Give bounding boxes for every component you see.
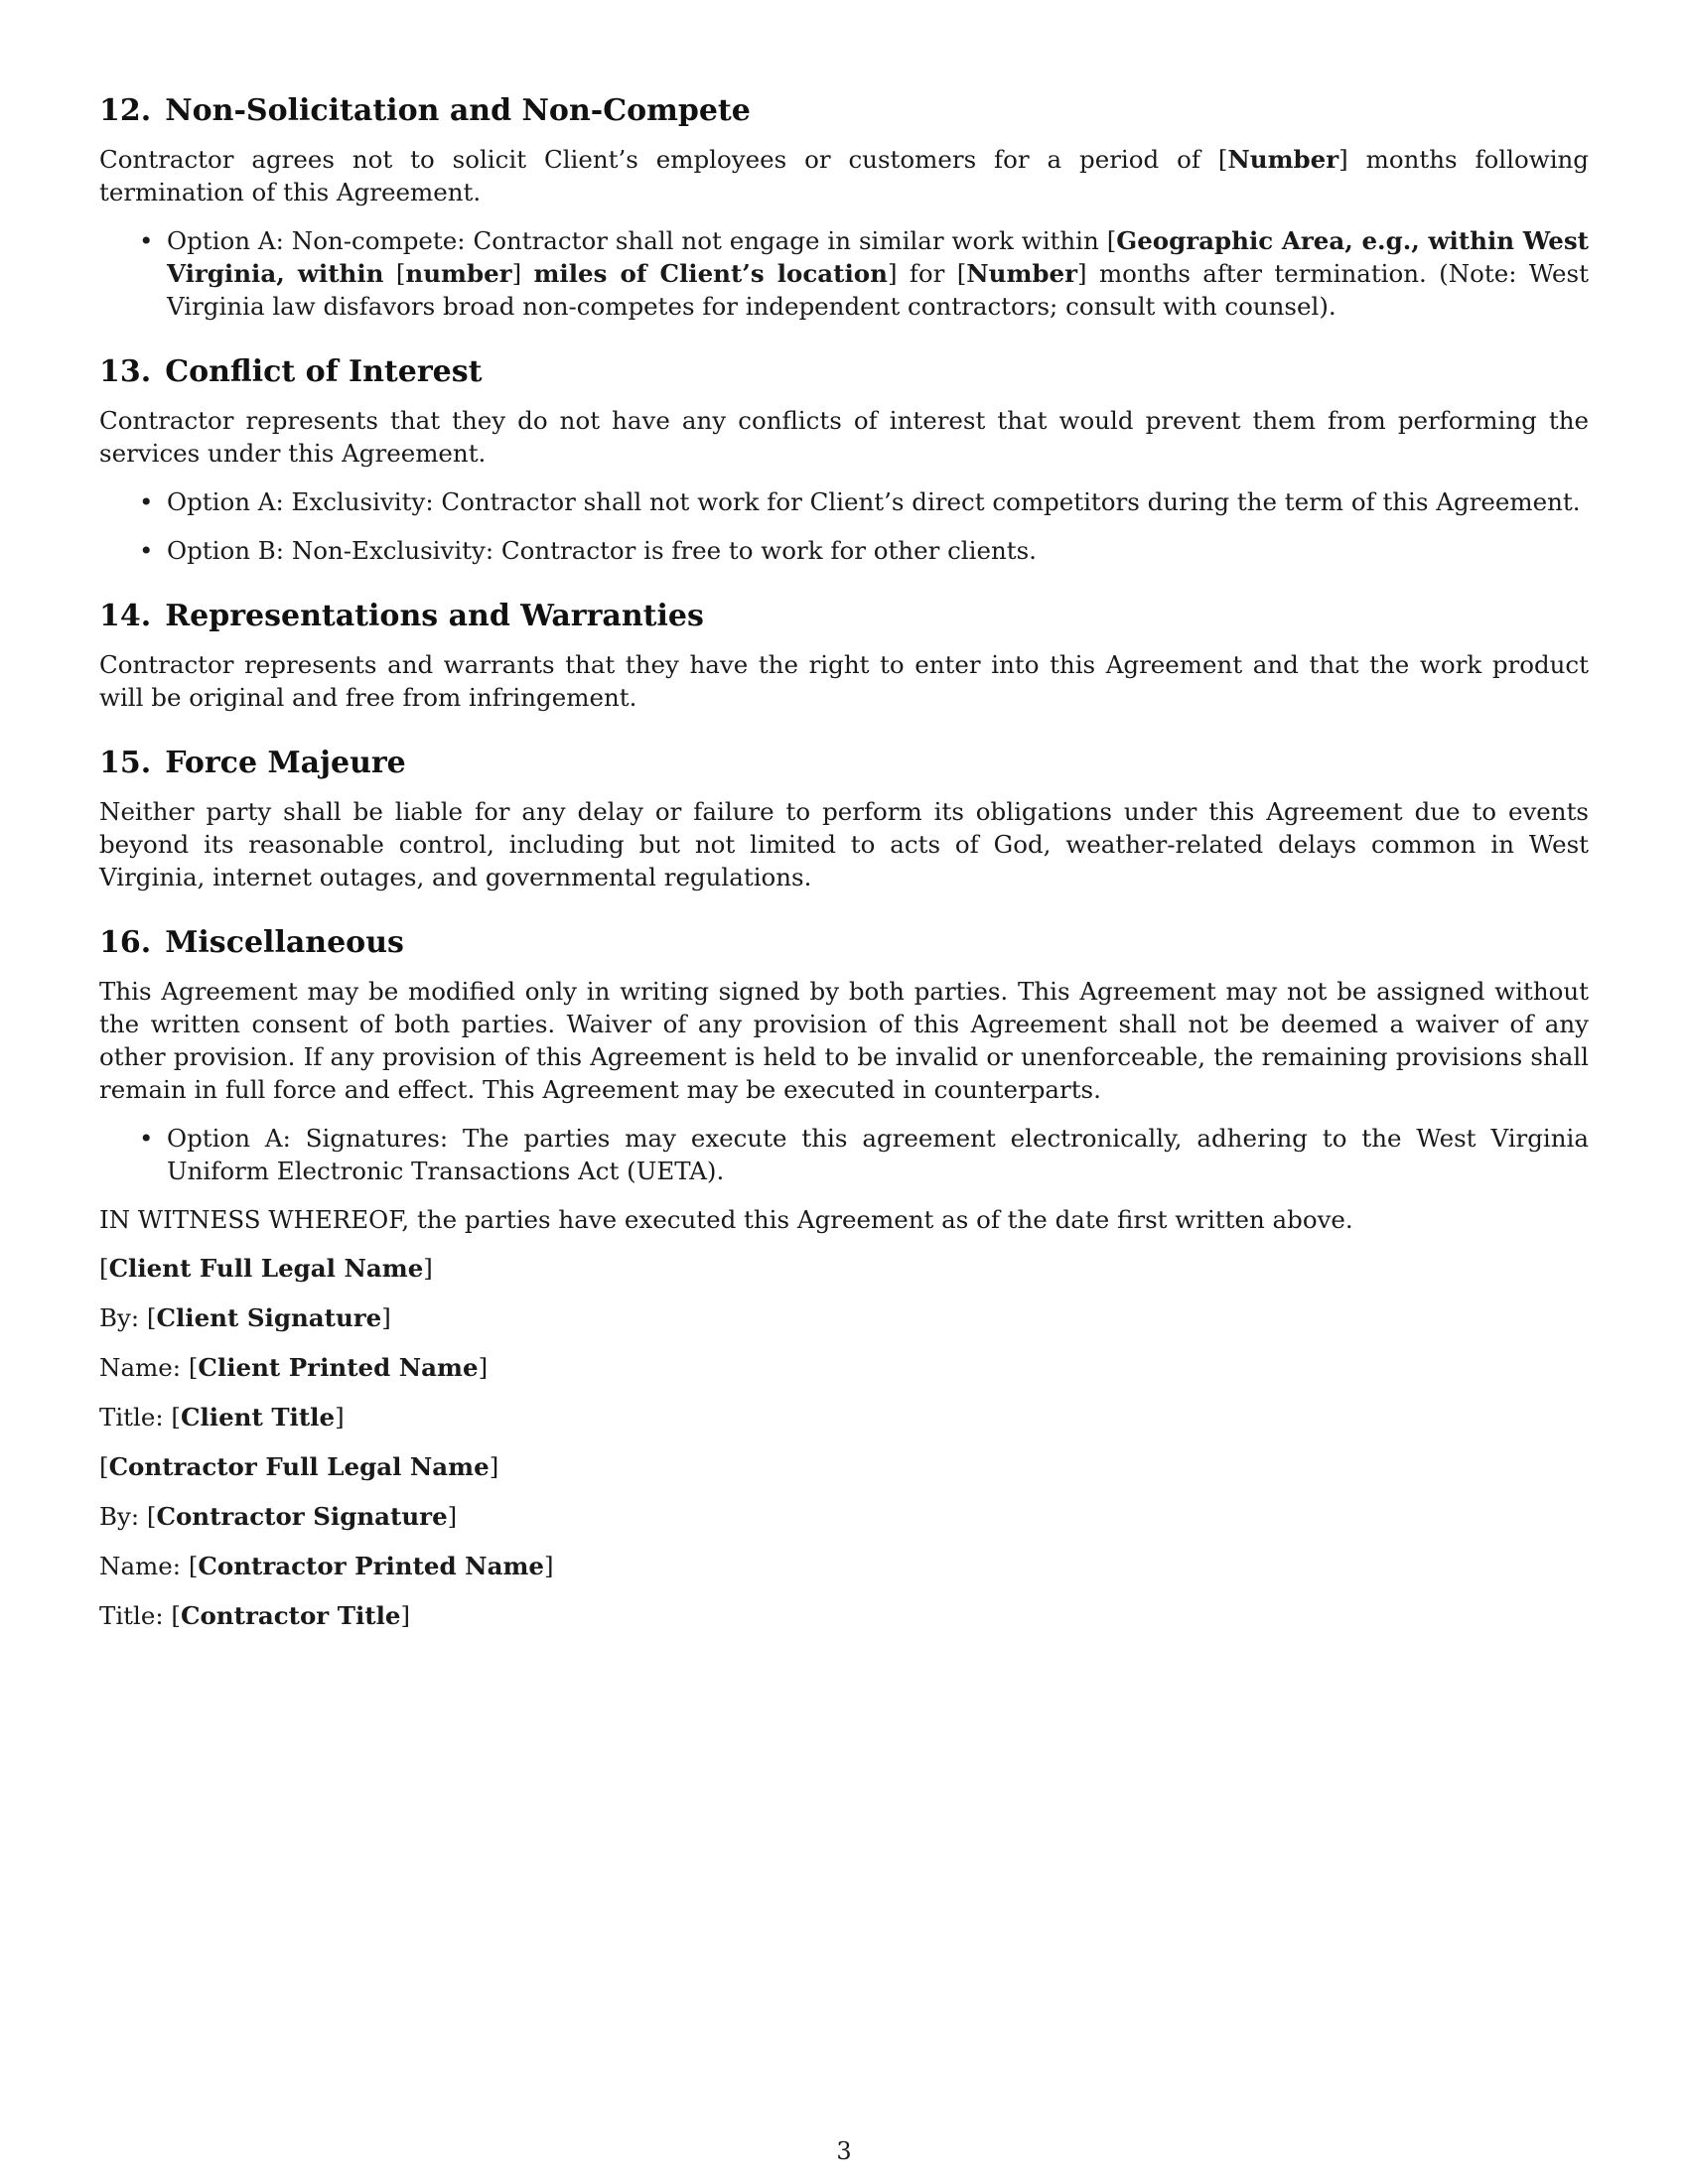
section-body: Contractor represents that they do not have any conflicts of interest that would prevent them from performing the services under this Agreement. xyxy=(99,406,1589,468)
section-body: Contractor represents and warrants that they have the right to enter into this Agreement and that the work product will be original and free from infringement. xyxy=(99,650,1589,712)
list-item: • Option B: Non-Exclusivity: Contractor is free to work for other clients. xyxy=(139,536,1037,565)
section-14 xyxy=(99,597,1589,714)
client-printed-name-line: Name: [Client Printed Name] xyxy=(99,1353,489,1382)
section-heading: 15. Force Majeure xyxy=(99,746,406,780)
list-item: • Option A: Signatures: The parties may execute this agreement electronically, adhering to the West Virginia Uniform Electronic Transactions Act (UETA). xyxy=(139,1124,1589,1185)
contractor-title-line: Title: [Contractor Title] xyxy=(99,1601,411,1630)
section-body: Neither party shall be liable for any delay or failure to perform its obligations under this Agreement due to events beyond its reasonable control, including but not limited to acts of God, weather-related delays common in West Virginia, internet outages, and governmental regulations. xyxy=(99,797,1589,891)
bullet-icon: • xyxy=(139,1124,154,1153)
section-heading: 16. Miscellaneous xyxy=(99,925,404,960)
page-number: 3 xyxy=(836,2137,852,2165)
witness-clause: IN WITNESS WHEREOF, the parties have executed this Agreement as of the date first written above. xyxy=(99,1205,1353,1234)
bullet-icon: • xyxy=(139,536,154,565)
section-heading: 14. Representations and Warranties xyxy=(99,599,704,633)
list-item: • Option A: Non-compete: Contractor shall not engage in similar work within [Geographic Area, e.g., within West Virginia, within [number] miles of Client’s location] for [Number] months after termination. (Note: West Virginia law disfavors broad non-competes for independent contractors; consult with counsel). xyxy=(139,226,1589,321)
client-legal-name: [Client Full Legal Name] xyxy=(99,1254,433,1283)
section-body: This Agreement may be modified only in writing signed by both parties. This Agreement may not be assigned without the written consent of both parties. Waiver of any provision of this Agreement shall not be deemed a waiver of any other provision. If any provision of this Agreement is held to be invalid or unenforceable, the remaining provisions shall remain in full force and effect. This Agreement may be executed in counterparts. xyxy=(99,977,1589,1104)
section-heading: 12. Non-Solicitation and Non-Compete xyxy=(99,93,751,128)
section-15 xyxy=(99,744,1589,893)
section-body: Contractor agrees not to solicit Client’s employees or customers for a period of [Number] months following termination of this Agreement. xyxy=(99,145,1589,206)
bullet-icon: • xyxy=(139,487,154,516)
contractor-legal-name: [Contractor Full Legal Name] xyxy=(99,1452,499,1481)
document-page xyxy=(99,91,1589,1649)
signature-block xyxy=(99,1252,1589,1632)
section-16 xyxy=(99,923,1589,1236)
option-list xyxy=(99,1122,1589,1187)
contractor-printed-name-line: Name: [Contractor Printed Name] xyxy=(99,1552,554,1580)
bullet-icon: • xyxy=(139,226,154,255)
client-signature-line: By: [Client Signature] xyxy=(99,1303,391,1332)
section-13 xyxy=(99,352,1589,567)
section-heading: 13. Conflict of Interest xyxy=(99,354,483,389)
section-12 xyxy=(99,91,1589,323)
list-item: • Option A: Exclusivity: Contractor shall not work for Client’s direct competitors during the term of this Agreement. xyxy=(139,487,1581,516)
option-list xyxy=(99,224,1589,323)
client-title-line: Title: [Client Title] xyxy=(99,1403,345,1432)
contractor-signature-line: By: [Contractor Signature] xyxy=(99,1502,458,1531)
option-list xyxy=(99,485,1589,567)
